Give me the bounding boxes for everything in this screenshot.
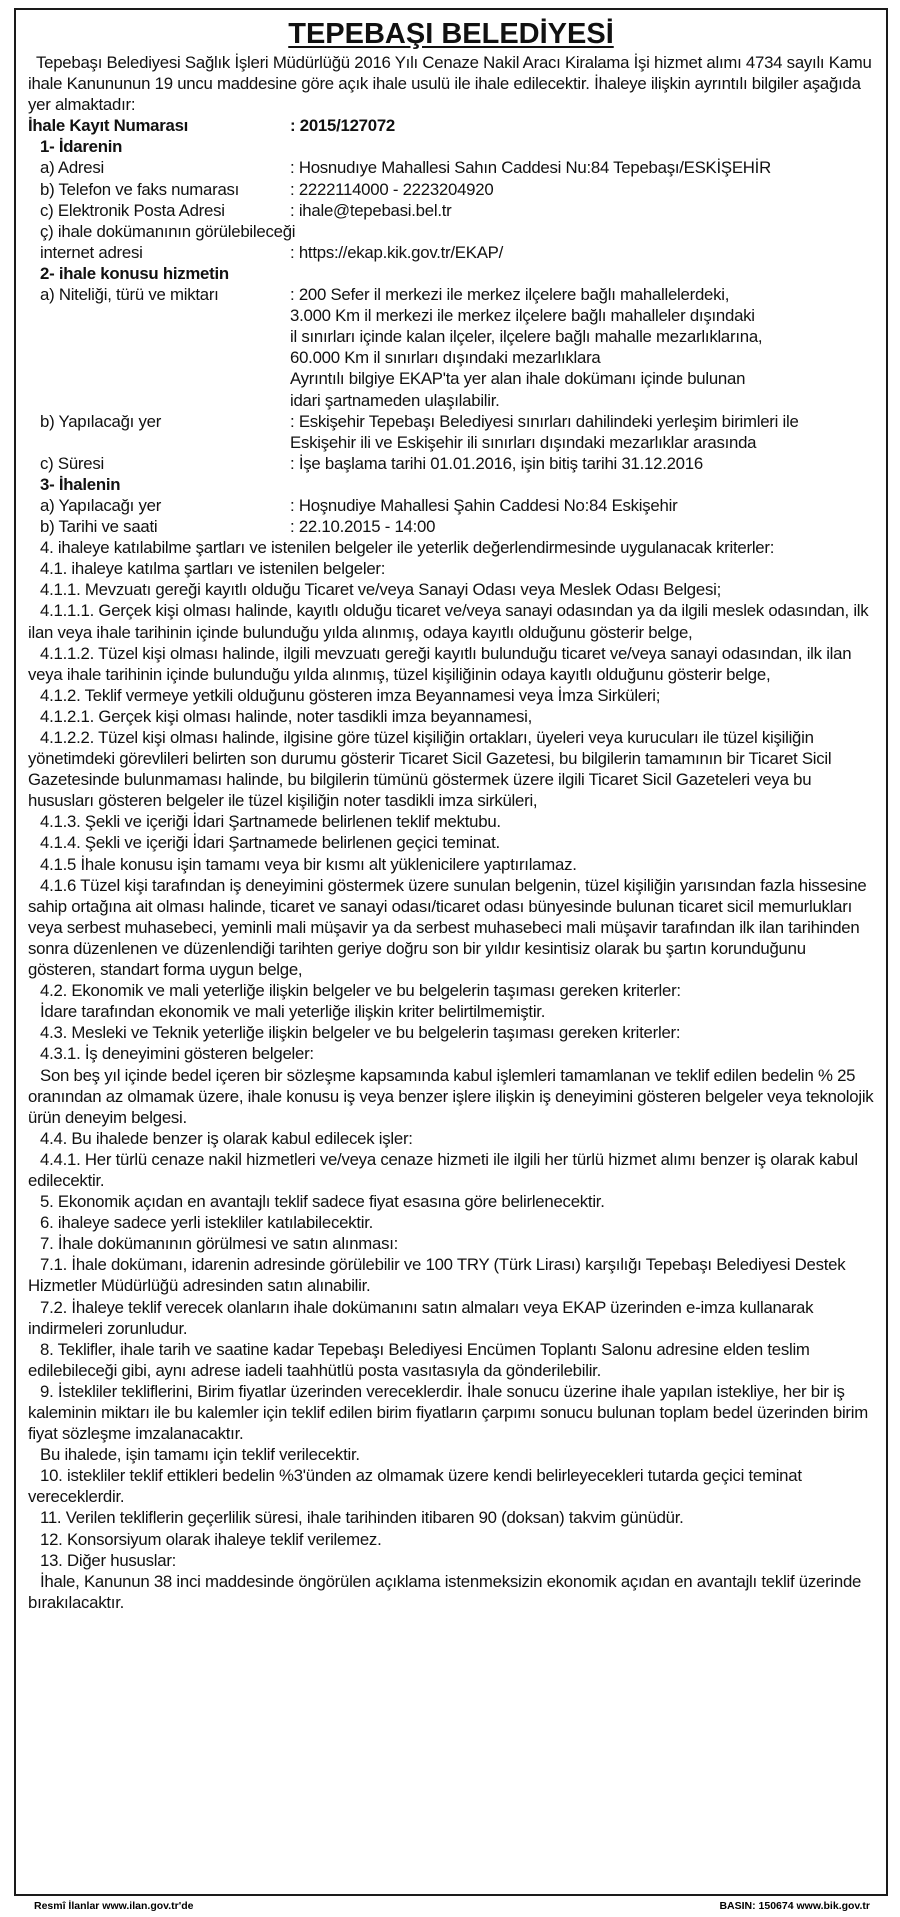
konu-sure-row bbox=[28, 453, 874, 474]
ihale-yer-value: : Hoşnudiye Mahallesi Şahin Caddesi No:84 Eskişehir bbox=[290, 495, 678, 515]
intro-paragraph: Tepebaşı Belediyesi Sağlık İşleri Müdürlüğü 2016 Yılı Cenaze Nakil Aracı Kiralama İşi hizmet alımı 4734 sayılı Kamu ihale Kanununun 19 uncu maddesine göre açık ihale usulü ile ihale edilecektir. İhaleye ilişkin ayrıntılı bilgiler aşağıda yer almaktadır: bbox=[28, 53, 872, 115]
paragraph-12: 12. Konsorsiyum olarak ihaleye teklif verilemez. bbox=[40, 1529, 382, 1549]
konu-nitelik-line: idari şartnameden ulaşılabilir. bbox=[290, 390, 500, 410]
konu-nitelik-line: 3.000 Km il merkezi ile merkez ilçelere bağlı mahalleler dışındaki bbox=[290, 306, 755, 326]
konu-nitelik-line: Ayrıntılı bilgiye EKAP'ta yer alan ihale dokümanı içinde bulunan bbox=[290, 369, 746, 389]
idare-eposta-value: : ihale@tepebasi.bel.tr bbox=[290, 200, 452, 220]
ihale-tarih-row bbox=[28, 516, 874, 537]
paragraph-4: 4. ihaleye katılabilme şartları ve istenilen belgeler ile yeterlik değerlendirmesinde uygulanacak kriterler: bbox=[40, 538, 775, 558]
paragraph-13: 13. Diğer hususlar: bbox=[40, 1550, 177, 1570]
paragraph-4-2-note: İdare tarafından ekonomik ve mali yeterliğe ilişkin kriter belirtilmemiştir. bbox=[40, 1002, 546, 1022]
paragraph-11: 11. Verilen tekliflerin geçerlilik süresi, ihale tarihinden itibaren 90 (doksan) takvim günüdür. bbox=[40, 1508, 684, 1528]
paragraph-4-1-1-1: 4.1.1.1. Gerçek kişi olması halinde, kayıtlı olduğu ticaret ve/veya sanayi odasından ya da ilgili meslek odasından, ilk ilan veya ihale tarihinin içinde bulunduğu yılda alınmış, odaya kayıtlı olduğunu gösterir belge, bbox=[28, 601, 869, 642]
announcement-frame bbox=[14, 8, 888, 1896]
konu-sure-label: c) Süresi bbox=[40, 453, 104, 473]
paragraph-4-1-2-2: 4.1.2.2. Tüzel kişi olması halinde, ilgisine göre tüzel kişiliğin ortakları, üyeleri veya kurucuları ile tüzel kişiliğin yönetimdeki görevlileri belirten son durumu gösterir Ticaret Sicil Gazetesi, bu bilgilerin tamamının bir Ticaret Sicil Gazetesinde bulunmaması halinde, bu bilgilerin tümünü göstermek üzere ilgili Ticaret Sicil Gazeteleri veya bu hususları gösteren belgeler ile tüzel kişiliğin noter tasdikli imza sirküleri, bbox=[28, 728, 832, 811]
paragraph-6: 6. ihaleye sadece yerli istekliler katılabilecektir. bbox=[40, 1213, 374, 1233]
ihale-yer-row bbox=[28, 495, 874, 516]
announcement-content bbox=[16, 10, 886, 1613]
paragraph-8: 8. Teklifler, ihale tarih ve saatine kadar Tepebaşı Belediyesi Encümen Toplantı Salonu adresine elden teslim edilebileceği gibi, aynı adrese iadeli taahhütlü posta vasıtasıyla da gönderilebilir. bbox=[28, 1339, 810, 1380]
konu-yer-label: b) Yapılacağı yer bbox=[40, 411, 162, 431]
idare-internet-label: internet adresi bbox=[40, 242, 143, 262]
kayit-value: : 2015/127072 bbox=[290, 116, 395, 136]
idare-internet-row bbox=[28, 242, 874, 263]
footer bbox=[14, 1896, 888, 1916]
ihale-tarih-value: : 22.10.2015 - 14:00 bbox=[290, 517, 436, 537]
paragraph-4-1-1-2: 4.1.1.2. Tüzel kişi olması halinde, ilgili mevzuatı gereği kayıtlı bulunduğu ticaret ve/veya sanayi odasından, ilk ilan veya ihale tarihinin içinde bulunduğu yılda alınmış, tüzel kişiliğinin odaya kayıtlı olduğunu gösterir belge, bbox=[28, 643, 852, 684]
ihale-yer-label: a) Yapılacağı yer bbox=[40, 495, 162, 515]
paragraph-10: 10. istekliler teklif ettikleri bedelin %3'ünden az olmamak üzere kendi belirleyecekleri tutarda geçici teminat vereceklerdir. bbox=[28, 1466, 802, 1507]
footer-left: Resmî İlanlar www.ilan.gov.tr'de bbox=[34, 1900, 194, 1912]
konu-nitelik-row bbox=[28, 284, 874, 411]
paragraph-4-3-1-text: Son beş yıl içinde bedel içeren bir sözleşme kapsamında kabul işlemleri tamamlanan ve teklif edilen bedelin % 25 oranından az olmamak üzere, ihale konusu iş veya benzer işlere ilişkin iş deneyimini gösteren belgeler veya teknolojik ürün deneyim belgesi. bbox=[28, 1065, 874, 1127]
paragraph-4-1-6: 4.1.6 Tüzel kişi tarafından iş deneyimini göstermek üzere sunulan belgenin, tüzel kişiliğin yarısından fazla hissesine sahip ortağına ait olması halinde, ticaret ve sanayi odası/ticaret odası bünyesinde bulunan ticaret sicil memurlukları veya serbest muhasebeci, yeminli mali müşavir ya da serbest muhasebeci mali müşavir tarafından ilk ilan tarihinden sonra düzenlenen ve düzenlendiği tarihten geriye doğru son bir yıldır kesintisiz olarak bu şartın korunduğunu gösteren, standart forma uygun belge, bbox=[28, 875, 867, 980]
konu-nitelik-value bbox=[290, 284, 874, 411]
paragraph-4-4: 4.4. Bu ihalede benzer iş olarak kabul edilecek işler: bbox=[40, 1128, 413, 1148]
paragraph-4-4-1: 4.4.1. Her türlü cenaze nakil hizmetleri ve/veya cenaze hizmeti ile ilgili her türlü hizmet alımı benzer iş olarak kabul edilecektir. bbox=[28, 1149, 858, 1190]
konu-nitelik-line: il sınırları içinde kalan ilçeler, ilçelere bağlı mahalle mezarlıklarına, bbox=[290, 327, 763, 347]
paragraph-4-1-2-1: 4.1.2.1. Gerçek kişi olması halinde, noter tasdikli imza beyannamesi, bbox=[40, 706, 533, 726]
kayit-row bbox=[28, 115, 874, 136]
konu-sure-value: : İşe başlama tarihi 01.01.2016, işin bitiş tarihi 31.12.2016 bbox=[290, 453, 703, 473]
paragraph-4-1-5: 4.1.5 İhale konusu işin tamamı veya bir kısmı alt yüklenicilere yaptırılamaz. bbox=[40, 854, 577, 874]
konu-nitelik-line: : 200 Sefer il merkezi ile merkez ilçelere bağlı mahallelerdeki, bbox=[290, 285, 730, 305]
paragraph-4-1-3: 4.1.3. Şekli ve içeriği İdari Şartnamede belirlenen teklif mektubu. bbox=[40, 812, 501, 832]
idare-eposta-row bbox=[28, 200, 874, 221]
idare-adres-value: : Hosnudıye Mahallesi Sahın Caddesi Nu:84 Tepebaşı/ESKİŞEHİR bbox=[290, 158, 771, 178]
paragraph-9: 9. İstekliler tekliflerini, Birim fiyatlar üzerinden vereceklerdir. İhale sonucu üzerine ihale yapılan istekliye, her bir iş kaleminin miktarı ile bu kalemler için teklif edilen birim fiyatların çarpımı sonucu bulunan toplam bedel üzerinden birim fiyat sözleşme imzalanacaktır. bbox=[28, 1381, 868, 1444]
page-title: TEPEBAŞI BELEDİYESİ bbox=[288, 18, 614, 50]
paragraph-4-2: 4.2. Ekonomik ve mali yeterliğe ilişkin belgeler ve bu belgelerin taşıması gereken kriterler: bbox=[40, 981, 681, 1001]
ihale-heading: 3- İhalenin bbox=[40, 474, 121, 494]
konu-heading: 2- ihale konusu hizmetin bbox=[40, 263, 229, 283]
konu-yer-row bbox=[28, 411, 874, 453]
konu-nitelik-line: 60.000 Km il sınırları dışındaki mezarlıklara bbox=[290, 348, 601, 368]
idare-adres-label: a) Adresi bbox=[40, 158, 104, 178]
paragraph-7-2: 7.2. İhaleye teklif verecek olanların ihale dokümanını satın almaları veya EKAP üzerinden e-imza kullanarak indirmeleri zorunludur. bbox=[28, 1297, 814, 1338]
paragraph-7-1: 7.1. İhale dokümanı, idarenin adresinde görülebilir ve 100 TRY (Türk Lirası) karşılığı Tepebaşı Belediyesi Destek Hizmetler Müdürlüğü adresinden satın alınabilir. bbox=[28, 1255, 846, 1296]
paragraph-4-1-2: 4.1.2. Teklif vermeye yetkili olduğunu gösteren imza Beyannamesi veya İmza Sirküleri; bbox=[40, 685, 661, 705]
idare-heading: 1- İdarenin bbox=[40, 137, 123, 157]
paragraph-13-text: İhale, Kanunun 38 inci maddesinde öngörülen açıklama istenmeksizin ekonomik açıdan en avantajlı teklif üzerinde bırakılacaktır. bbox=[28, 1571, 862, 1612]
idare-tel-value: : 2222114000 - 2223204920 bbox=[290, 179, 494, 199]
paragraph-4-1-1: 4.1.1. Mevzuatı gereği kayıtlı olduğu Ticaret ve/veya Sanayi Odası veya Meslek Odası Belgesi; bbox=[40, 580, 721, 600]
footer-right: BASIN: 150674 www.bik.gov.tr bbox=[719, 1900, 870, 1912]
idare-adres-row bbox=[28, 157, 874, 178]
ihale-tarih-label: b) Tarihi ve saati bbox=[40, 517, 158, 537]
paragraph-5: 5. Ekonomik açıdan en avantajlı teklif sadece fiyat esasına göre belirlenecektir. bbox=[40, 1192, 605, 1212]
paragraph-4-3: 4.3. Mesleki ve Teknik yeterliğe ilişkin belgeler ve bu belgelerin taşıması gereken kriterler: bbox=[40, 1023, 681, 1043]
idare-dokuman-label: ç) ihale dokümanının görülebileceği bbox=[40, 221, 296, 241]
idare-tel-label: b) Telefon ve faks numarası bbox=[40, 179, 240, 199]
paragraph-4-3-1: 4.3.1. İş deneyimini gösteren belgeler: bbox=[40, 1044, 314, 1064]
konu-yer-value bbox=[290, 411, 874, 453]
konu-yer-line: Eskişehir ili ve Eskişehir ili sınırları dışındaki mezarlıklar arasında bbox=[290, 432, 757, 452]
idare-tel-row bbox=[28, 179, 874, 200]
konu-yer-line: : Eskişehir Tepebaşı Belediyesi sınırları dahilindeki yerleşim birimleri ile bbox=[290, 411, 799, 431]
konu-nitelik-label: a) Niteliği, türü ve miktarı bbox=[40, 285, 219, 305]
paragraph-4-1-4: 4.1.4. Şekli ve içeriği İdari Şartnamede belirlenen geçici teminat. bbox=[40, 833, 500, 853]
paragraph-9-note: Bu ihalede, işin tamamı için teklif verilecektir. bbox=[40, 1445, 360, 1465]
idare-eposta-label: c) Elektronik Posta Adresi bbox=[40, 200, 225, 220]
paragraph-7: 7. İhale dokümanının görülmesi ve satın alınması: bbox=[40, 1234, 399, 1254]
idare-internet-value: : https://ekap.kik.gov.tr/EKAP/ bbox=[290, 242, 503, 262]
paragraph-4-1: 4.1. ihaleye katılma şartları ve istenilen belgeler: bbox=[40, 559, 386, 579]
kayit-label: İhale Kayıt Numarası bbox=[28, 116, 189, 136]
